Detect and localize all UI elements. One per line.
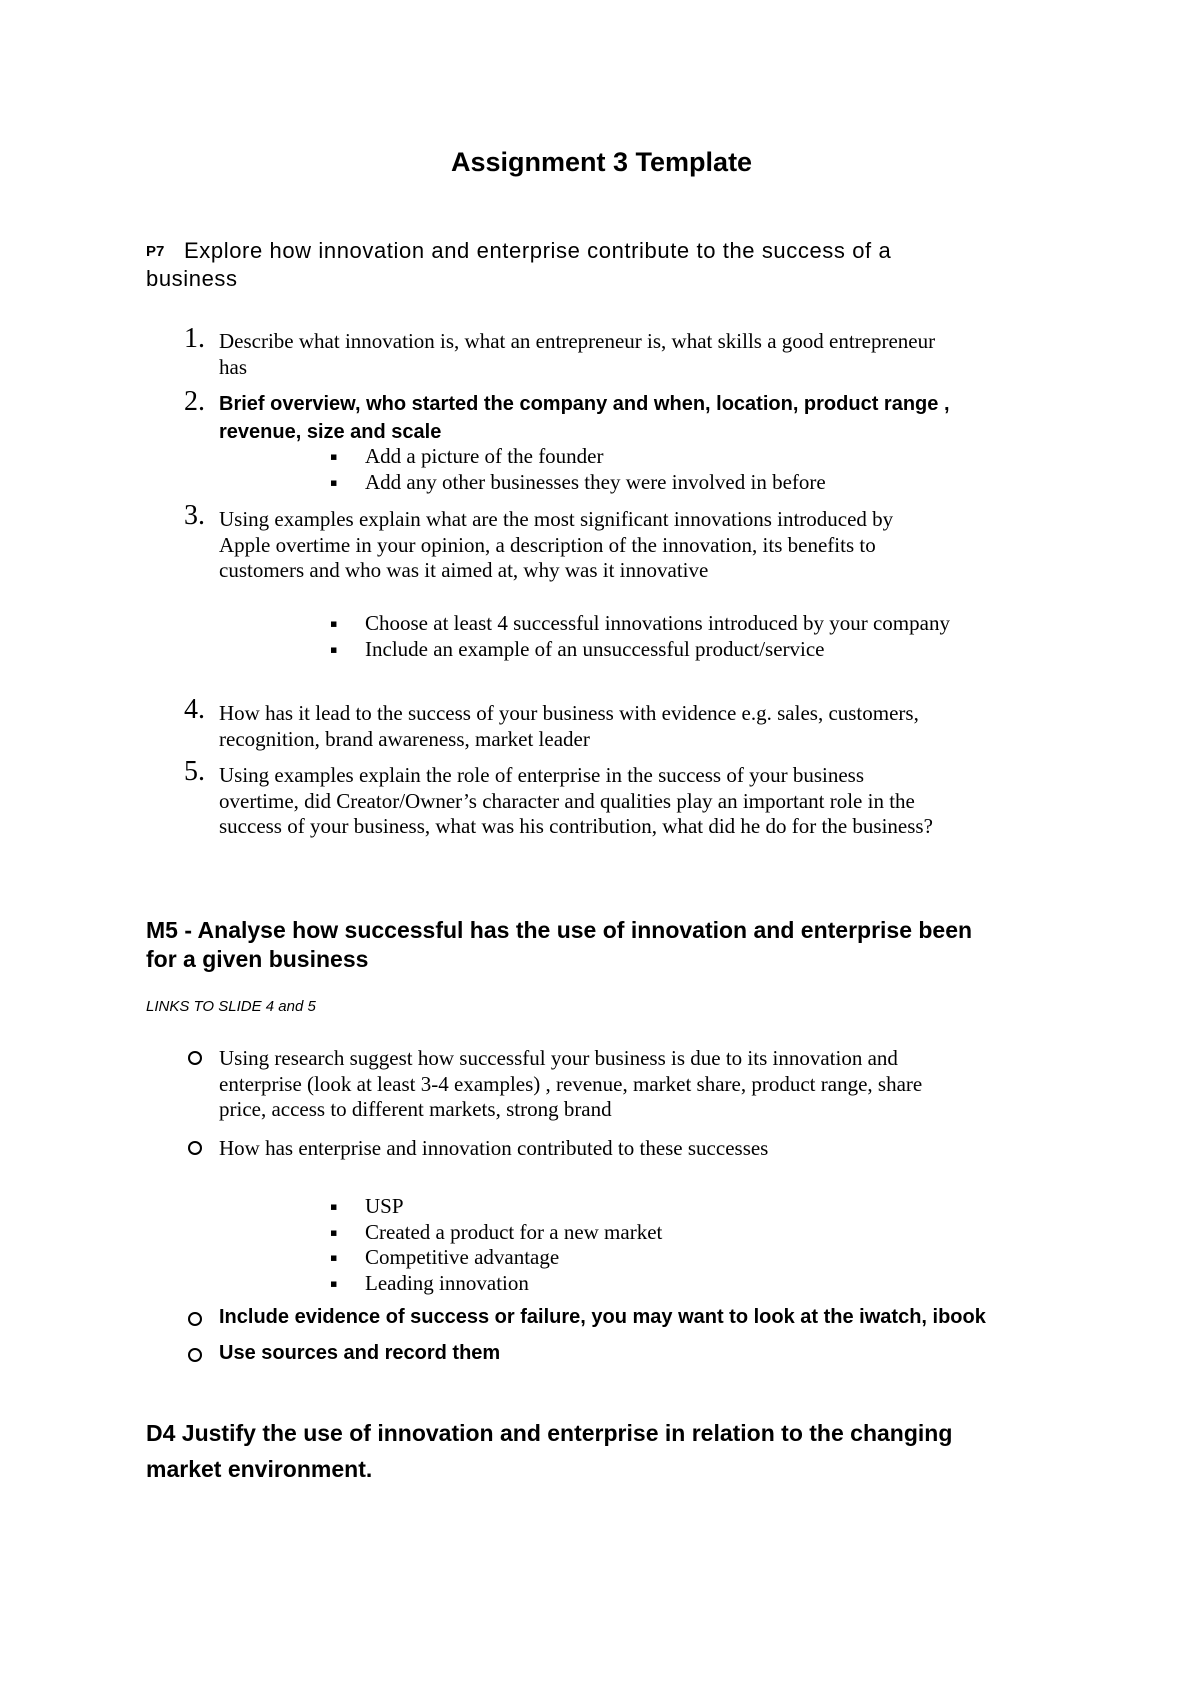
p7-item-1-line: Describe what innovation is, what an entrepreneur is, what skills a good entrepreneur	[219, 329, 936, 353]
p7-item-4-line: How has it lead to the success of your business with evidence e.g. sales, customers,	[219, 701, 919, 725]
m5-item-1-line: price, access to different markets, strong brand	[219, 1097, 612, 1121]
m5-heading-line1: M5 - Analyse how successful has the use of innovation and enterprise been	[146, 917, 973, 943]
m5-item-2-subitem: Created a product for a new market	[365, 1220, 663, 1244]
m5-item-2-subitem: Leading innovation	[365, 1271, 529, 1295]
p7-item-3-line: Apple overtime in your opinion, a description of the innovation, its benefits to	[219, 533, 876, 557]
p7-item-2-subitem: Add any other businesses they were involved in before	[365, 470, 826, 494]
p7-item-5-line: overtime, did Creator/Owner’s character and qualities play an important role in the	[219, 789, 915, 813]
m5-item-2-subitem: USP	[365, 1194, 404, 1218]
circle-bullet-icon	[188, 1141, 202, 1155]
p7-heading-line1: Explore how innovation and enterprise contribute to the success of a	[184, 238, 892, 263]
p7-item-3-line: customers and who was it aimed at, why was it innovative	[219, 558, 709, 582]
d4-heading-line1: D4 Justify the use of innovation and enterprise in relation to the changing	[146, 1420, 953, 1446]
p7-heading-line2: business	[146, 266, 238, 291]
p7-item-5-number: 5.	[184, 756, 205, 787]
p7-item-3-number: 3.	[184, 500, 205, 531]
m5-item-1-line: Using research suggest how successful your business is due to its innovation and	[219, 1046, 898, 1070]
m5-note: LINKS TO SLIDE 4 and 5	[146, 998, 316, 1015]
p7-item-3-subitem: Include an example of an unsuccessful product/service	[365, 637, 825, 661]
p7-item-2-subitem: Add a picture of the founder	[365, 444, 604, 468]
p7-item-2-number: 2.	[184, 386, 205, 417]
p7-item-3-subitem: Choose at least 4 successful innovations introduced by your company	[365, 611, 950, 635]
p7-item-4-line: recognition, brand awareness, market leader	[219, 727, 590, 751]
p7-item-3-line: Using examples explain what are the most significant innovations introduced by	[219, 507, 894, 531]
square-bullet-icon: ▪	[330, 1226, 338, 1239]
p7-item-2-line: revenue, size and scale	[219, 421, 442, 443]
m5-item-2-line: How has enterprise and innovation contributed to these successes	[219, 1136, 769, 1160]
square-bullet-icon: ▪	[330, 1200, 338, 1213]
square-bullet-icon: ▪	[330, 1251, 338, 1264]
square-bullet-icon: ▪	[330, 643, 338, 656]
square-bullet-icon: ▪	[330, 617, 338, 630]
p7-item-1-number: 1.	[184, 323, 205, 354]
circle-bullet-icon	[188, 1348, 202, 1362]
square-bullet-icon: ▪	[330, 476, 338, 489]
p7-item-4-number: 4.	[184, 694, 205, 725]
circle-bullet-icon	[188, 1051, 202, 1065]
p7-label: P7	[146, 243, 165, 260]
square-bullet-icon: ▪	[330, 1277, 338, 1290]
p7-item-1-line: has	[219, 355, 247, 379]
p7-item-2-line: Brief overview, who started the company and when, location, product range ,	[219, 393, 950, 415]
p7-item-5-line: success of your business, what was his contribution, what did he do for the business?	[219, 814, 933, 838]
m5-heading-line2: for a given business	[146, 946, 369, 972]
m5-item-3-line: Include evidence of success or failure, you may want to look at the iwatch, ibook	[219, 1306, 986, 1328]
m5-item-2-subitem: Competitive advantage	[365, 1245, 560, 1269]
m5-item-1-line: enterprise (look at least 3-4 examples) , revenue, market share, product range, share	[219, 1072, 923, 1096]
d4-heading-line2: market environment.	[146, 1456, 373, 1482]
m5-item-4-line: Use sources and record them	[219, 1342, 501, 1364]
square-bullet-icon: ▪	[330, 450, 338, 463]
circle-bullet-icon	[188, 1312, 202, 1326]
page-title: Assignment 3 Template	[451, 147, 753, 177]
p7-item-5-line: Using examples explain the role of enterprise in the success of your business	[219, 763, 865, 787]
